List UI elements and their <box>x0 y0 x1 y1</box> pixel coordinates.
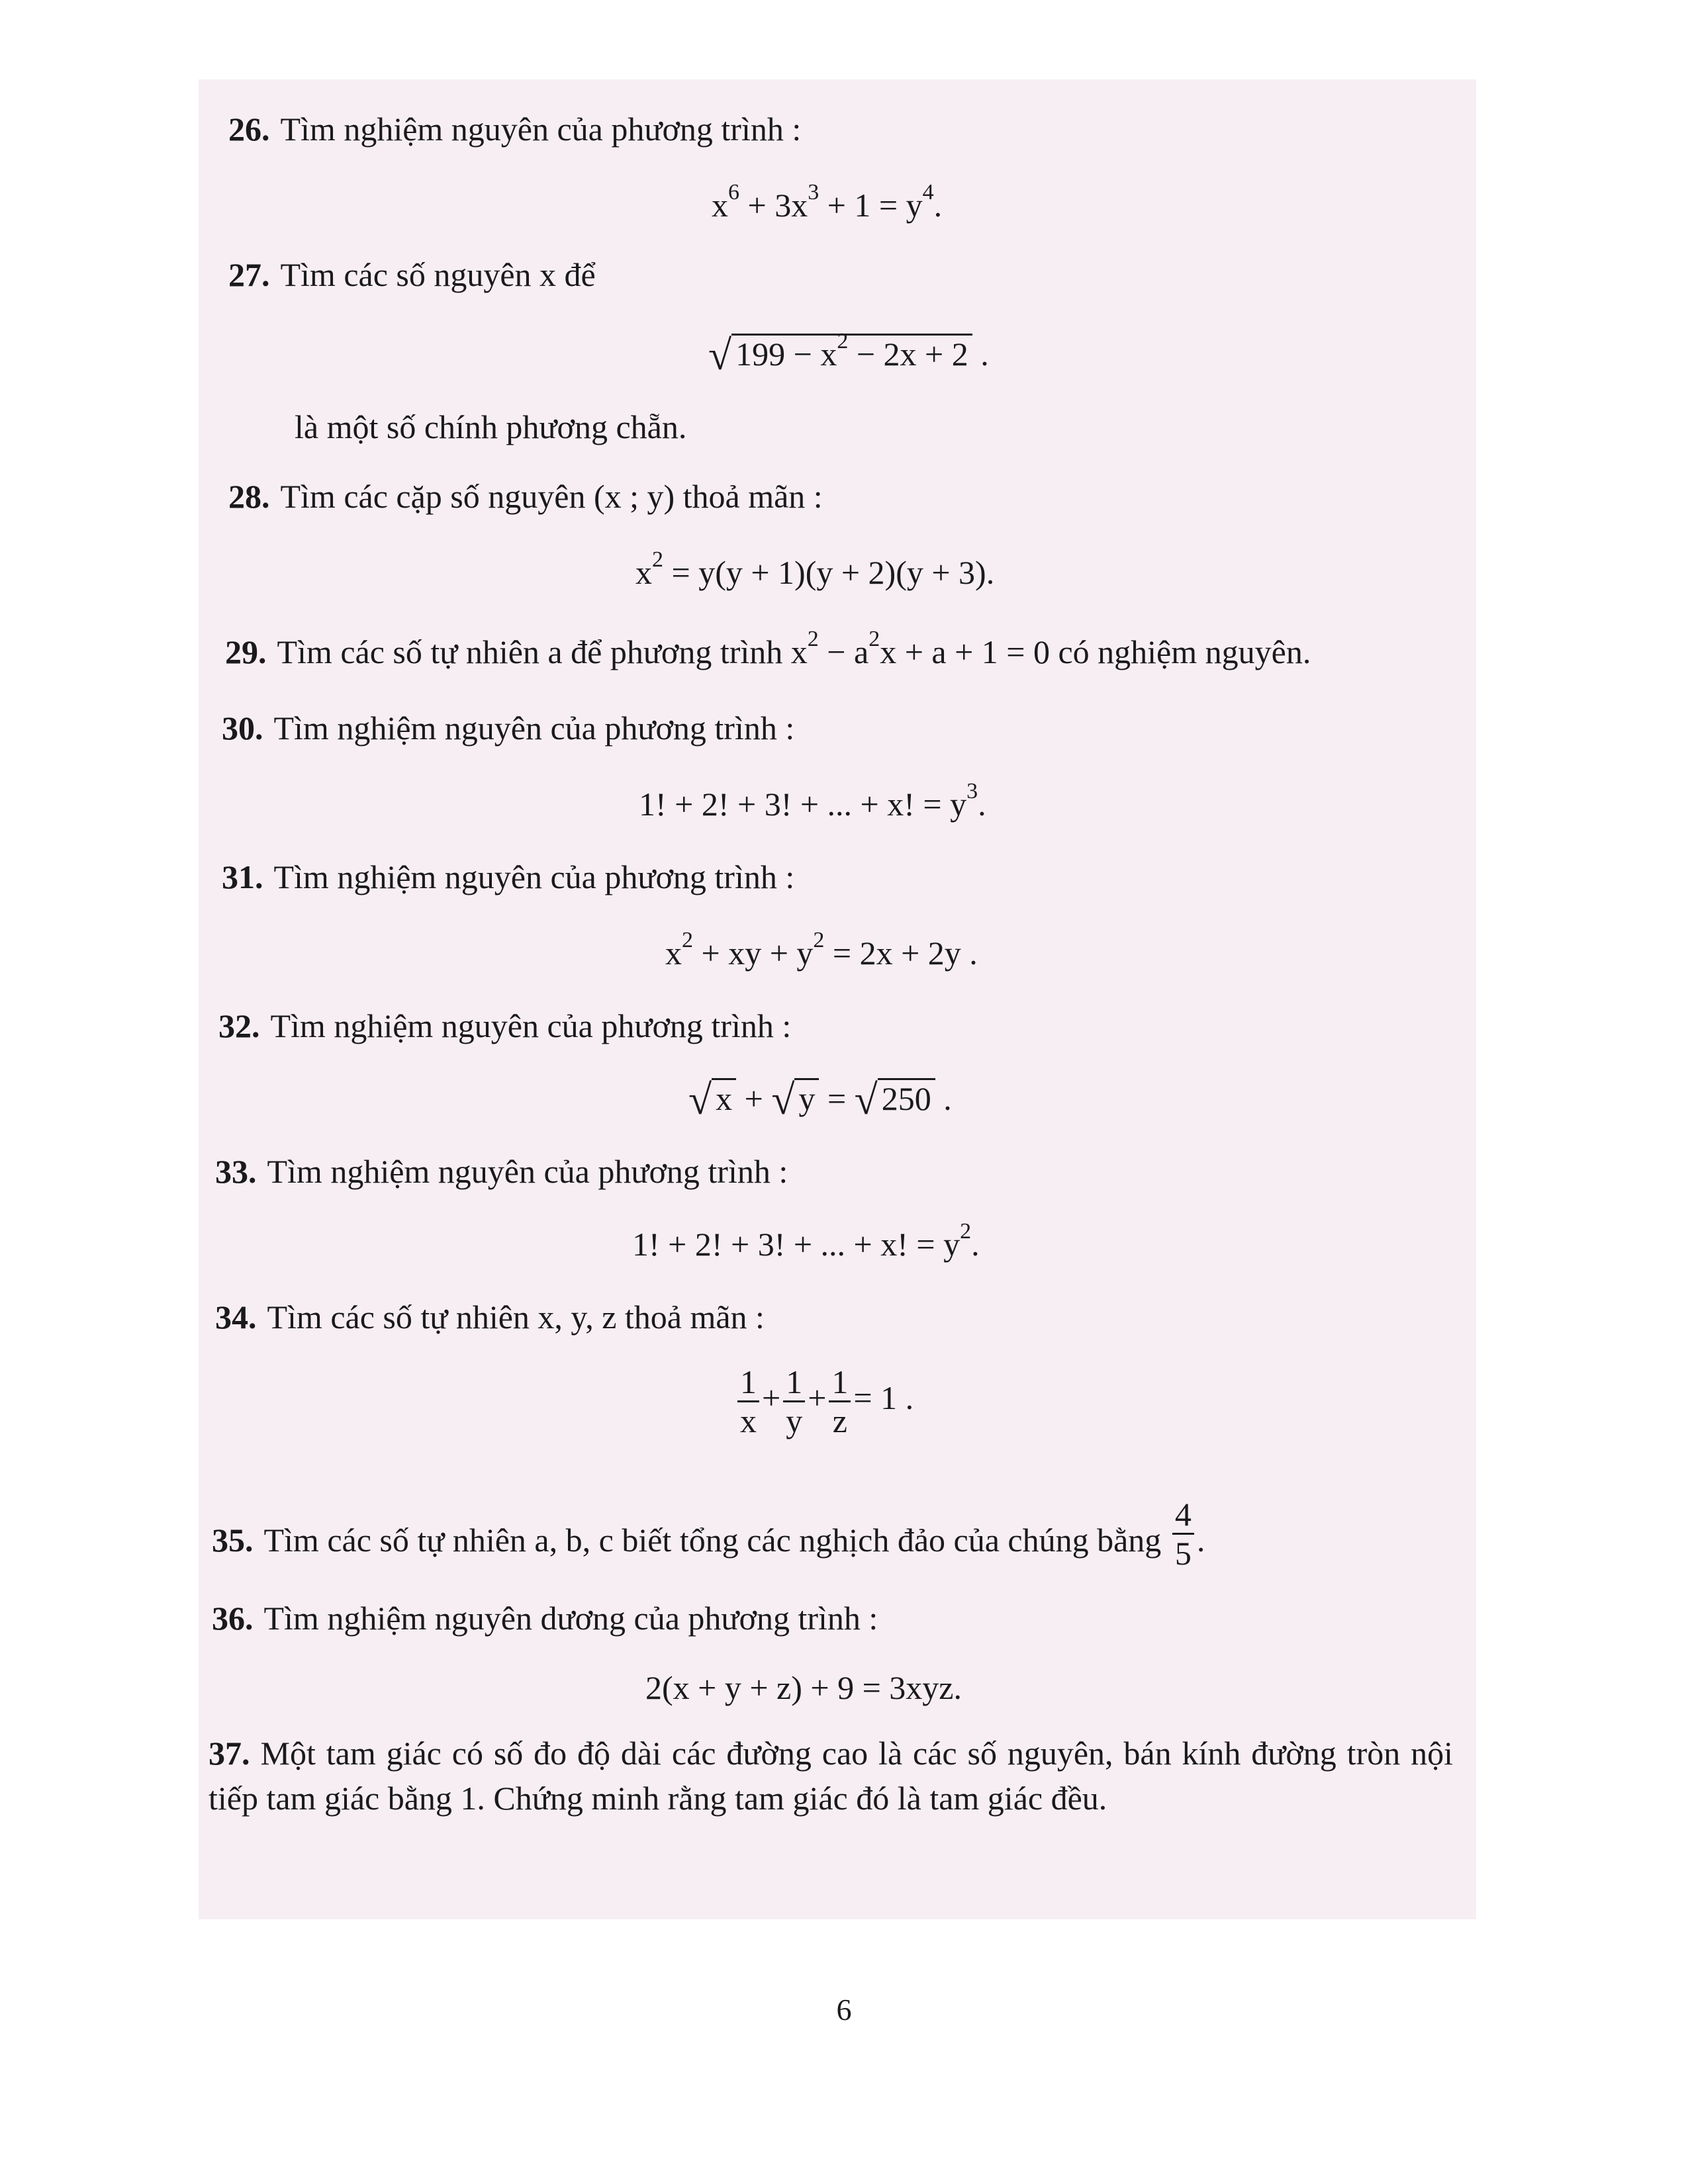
eq-exponent: 2 <box>813 928 825 952</box>
eq-term: + <box>736 1080 772 1117</box>
equation-28 <box>635 549 994 596</box>
problem-27 <box>228 251 596 298</box>
problem-text: Tìm các số nguyên x để <box>280 256 596 293</box>
eq-term: . <box>978 786 986 823</box>
eq-exponent: 2 <box>837 329 849 353</box>
square-root <box>688 1075 736 1123</box>
eq-exponent: 2 <box>682 928 693 952</box>
problem-35 <box>212 1496 1205 1572</box>
radical-sign-icon: √ <box>854 1076 878 1123</box>
equation-33 <box>632 1221 980 1267</box>
eq-term: 1! + 2! + 3! + ... + x! = y <box>632 1226 961 1263</box>
problem-text: Tìm các số tự nhiên x, y, z thoả mãn : <box>267 1298 765 1336</box>
problem-text: Tìm các cặp số nguyên (x ; y) thoả mãn : <box>280 478 823 515</box>
eq-term: + 1 = y <box>819 187 923 224</box>
problem-31 <box>222 854 794 900</box>
page-number: 6 <box>836 1993 852 2026</box>
problem-text: Tìm các số tự nhiên a để phương trình x <box>277 633 808 670</box>
equation-30 <box>639 781 986 827</box>
eq-term: . <box>971 1226 980 1263</box>
radical-sign-icon: √ <box>771 1076 795 1123</box>
problem-text: Tìm nghiệm nguyên dương của phương trình : <box>263 1600 878 1637</box>
eq-term: x <box>665 934 682 972</box>
eq-term: . <box>935 1080 952 1117</box>
problem-36 <box>212 1595 878 1641</box>
problem-text: Tìm nghiệm nguyên của phương trình : <box>273 858 795 895</box>
eq-term: + <box>762 1379 781 1416</box>
eq-term: − 2x + 2 <box>848 336 968 373</box>
eq-term: . <box>933 187 943 224</box>
problem-26 <box>228 106 801 152</box>
problem-34 <box>215 1294 765 1340</box>
problem-33 <box>215 1148 788 1195</box>
eq-term: 1! + 2! + 3! + ... + x! = y <box>639 786 967 823</box>
eq-term: + 3x <box>739 187 808 224</box>
problem-number: 27. <box>228 256 270 293</box>
denominator: y <box>786 1402 803 1439</box>
equation-36 <box>645 1664 962 1711</box>
problem-number: 28. <box>228 478 270 515</box>
equation-27 <box>708 331 989 379</box>
problem-number: 29. <box>225 633 267 670</box>
fraction-4-over-5 <box>1172 1496 1194 1572</box>
fraction-1-over-y <box>783 1363 805 1439</box>
problem-text: Một tam giác có số đo độ dài các đường cao là các số nguyên, bán kính đường tròn nội tiếp tam giác bằng 1. Chứng minh rằng tam giác đó là tam giác đều. <box>209 1735 1453 1817</box>
fraction-1-over-z <box>829 1363 851 1439</box>
radicand: x <box>712 1078 736 1117</box>
equation-26 <box>712 182 942 228</box>
denominator: x <box>740 1402 757 1439</box>
eq-exponent: 2 <box>652 547 663 572</box>
eq-exponent: 3 <box>808 180 820 205</box>
eq-term: . <box>1196 1522 1205 1559</box>
problem-text: Tìm nghiệm nguyên của phương trình : <box>273 709 795 747</box>
problem-number: 30. <box>222 709 263 747</box>
numerator: 4 <box>1172 1496 1194 1535</box>
problem-37 <box>209 1731 1453 1821</box>
radicand <box>731 329 972 373</box>
equation-32 <box>688 1075 952 1123</box>
radicand: y <box>794 1078 819 1117</box>
problem-number: 34. <box>215 1298 257 1336</box>
problem-number: 26. <box>228 111 270 148</box>
numerator: 1 <box>737 1363 759 1402</box>
equation-34 <box>735 1363 914 1439</box>
problem-number: 33. <box>215 1153 257 1190</box>
radicand: 250 <box>878 1078 935 1117</box>
eq-exponent: 3 <box>966 779 978 803</box>
numerator: 1 <box>783 1363 805 1402</box>
problem-number: 32. <box>218 1007 260 1044</box>
denominator: z <box>832 1402 847 1439</box>
eq-term: + <box>808 1379 827 1416</box>
eq-term: + xy + y <box>693 934 814 972</box>
numerator: 1 <box>829 1363 851 1402</box>
eq-term: = 2x + 2y . <box>824 934 978 972</box>
eq-exponent: 4 <box>922 180 934 205</box>
problem-text: Tìm nghiệm nguyên của phương trình : <box>270 1007 792 1044</box>
square-root <box>855 1075 935 1123</box>
denominator: 5 <box>1174 1535 1192 1572</box>
eq-term: . <box>972 336 989 373</box>
eq-term: = 1 . <box>853 1379 914 1416</box>
eq-term: x <box>712 187 728 224</box>
problem-number: 36. <box>212 1600 254 1637</box>
problem-number: 31. <box>222 858 263 895</box>
problem-27-continuation <box>295 404 686 450</box>
eq-exponent: 2 <box>807 627 819 651</box>
eq-term: = <box>819 1080 855 1117</box>
problem-number: 35. <box>212 1522 254 1559</box>
problem-text: Tìm nghiệm nguyên của phương trình : <box>267 1153 788 1190</box>
problem-32 <box>218 1003 791 1049</box>
eq-term: 199 − x <box>735 336 837 373</box>
radical-sign-icon: √ <box>688 1076 712 1123</box>
problem-number: 37. <box>209 1735 250 1772</box>
radical-sign-icon: √ <box>708 332 732 379</box>
equation-31 <box>665 930 978 976</box>
eq-term: x <box>635 554 652 591</box>
problem-text: x + a + 1 = 0 có nghiệm nguyên. <box>880 633 1311 670</box>
problem-text: − a <box>818 633 869 670</box>
problem-28 <box>228 473 823 520</box>
eq-term: 2(x + y + z) + 9 = 3xyz. <box>645 1669 962 1706</box>
fraction-1-over-x <box>737 1363 759 1439</box>
eq-exponent: 2 <box>868 627 880 651</box>
eq-term: = y(y + 1)(y + 2)(y + 3). <box>663 554 995 591</box>
problem-29 <box>225 629 1311 675</box>
problem-text: là một số chính phương chẵn. <box>295 408 687 445</box>
eq-exponent: 6 <box>728 180 739 205</box>
problem-text: Tìm nghiệm nguyên của phương trình : <box>280 111 802 148</box>
square-root <box>771 1075 819 1123</box>
problem-30 <box>222 705 794 751</box>
eq-exponent: 2 <box>960 1219 972 1244</box>
square-root <box>708 331 972 379</box>
problem-text: Tìm các số tự nhiên a, b, c biết tổng các nghịch đảo của chúng bằng <box>263 1522 1162 1559</box>
